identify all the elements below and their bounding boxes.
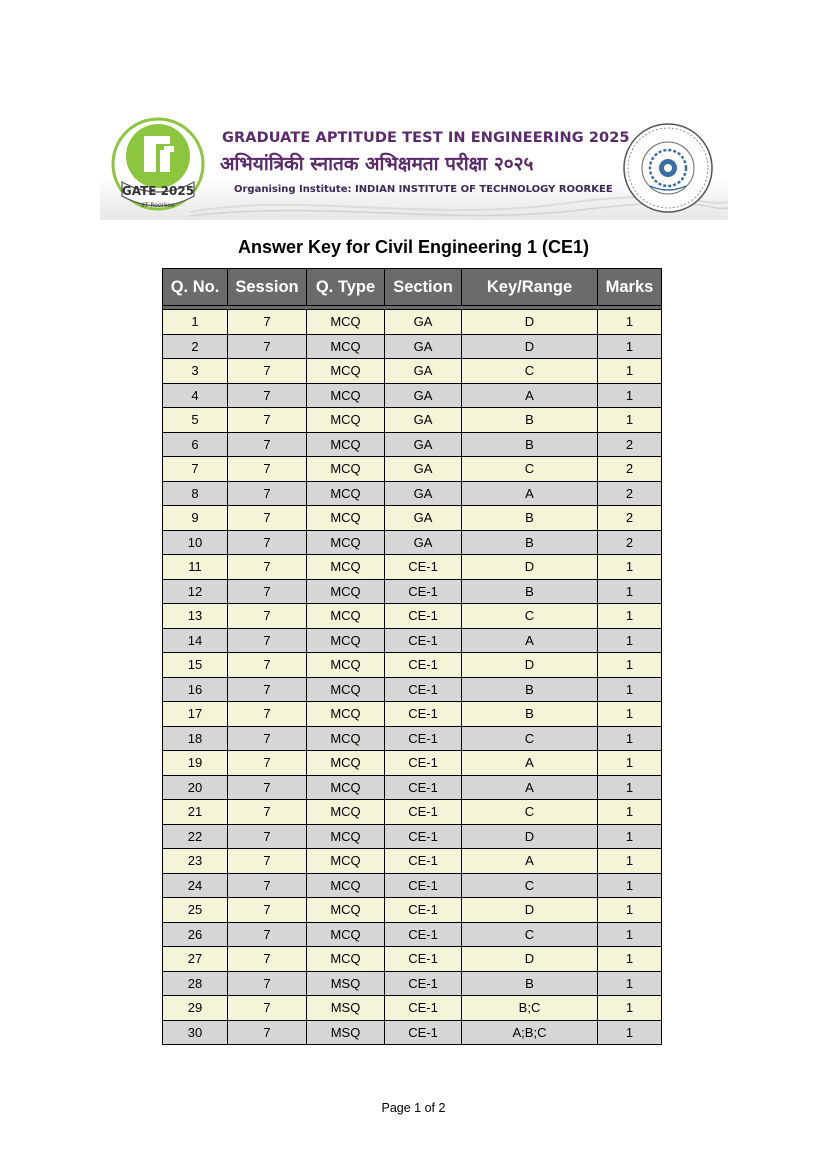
cell-qno: 20: [163, 775, 228, 800]
cell-qno: 25: [163, 898, 228, 923]
cell-qno: 27: [163, 947, 228, 972]
cell-key: B: [462, 432, 598, 457]
table-row: [163, 726, 662, 751]
cell-key: B: [462, 702, 598, 727]
cell-key: C: [462, 873, 598, 898]
table-row: [163, 849, 662, 874]
cell-session: 7: [228, 1020, 307, 1045]
cell-qtype: MCQ: [307, 359, 385, 384]
cell-qtype: MCQ: [307, 579, 385, 604]
cell-section: CE-1: [385, 702, 462, 727]
cell-qno: 17: [163, 702, 228, 727]
cell-qtype: MCQ: [307, 432, 385, 457]
cell-marks: 1: [598, 898, 662, 923]
cell-session: 7: [228, 310, 307, 335]
cell-section: GA: [385, 457, 462, 482]
table-row: [163, 653, 662, 678]
table-row: [163, 506, 662, 531]
cell-marks: 2: [598, 432, 662, 457]
column-header-session: Session: [228, 269, 307, 306]
cell-qtype: MCQ: [307, 334, 385, 359]
cell-section: GA: [385, 383, 462, 408]
cell-marks: 1: [598, 334, 662, 359]
cell-section: GA: [385, 530, 462, 555]
cell-section: CE-1: [385, 604, 462, 629]
cell-qtype: MCQ: [307, 628, 385, 653]
cell-qtype: MCQ: [307, 702, 385, 727]
cell-key: B: [462, 506, 598, 531]
cell-qno: 2: [163, 334, 228, 359]
cell-section: GA: [385, 334, 462, 359]
cell-qtype: MCQ: [307, 653, 385, 678]
cell-qno: 1: [163, 310, 228, 335]
cell-key: C: [462, 457, 598, 482]
cell-qno: 26: [163, 922, 228, 947]
cell-key: A: [462, 481, 598, 506]
cell-marks: 2: [598, 481, 662, 506]
gate-logo-subtext: IIT Roorkee: [141, 202, 175, 209]
cell-key: D: [462, 898, 598, 923]
cell-qtype: MSQ: [307, 1020, 385, 1045]
cell-qno: 15: [163, 653, 228, 678]
table-row: [163, 604, 662, 629]
cell-qno: 21: [163, 800, 228, 825]
cell-section: CE-1: [385, 849, 462, 874]
cell-section: GA: [385, 432, 462, 457]
cell-session: 7: [228, 800, 307, 825]
cell-session: 7: [228, 971, 307, 996]
cell-marks: 1: [598, 677, 662, 702]
cell-session: 7: [228, 922, 307, 947]
cell-qtype: MCQ: [307, 310, 385, 335]
cell-key: A: [462, 849, 598, 874]
cell-qno: 9: [163, 506, 228, 531]
column-header-marks: Marks: [598, 269, 662, 306]
cell-qno: 24: [163, 873, 228, 898]
cell-key: D: [462, 555, 598, 580]
cell-qno: 5: [163, 408, 228, 433]
cell-section: CE-1: [385, 677, 462, 702]
cell-qtype: MCQ: [307, 383, 385, 408]
cell-qno: 11: [163, 555, 228, 580]
cell-marks: 1: [598, 873, 662, 898]
cell-qno: 19: [163, 751, 228, 776]
table-row: [163, 702, 662, 727]
cell-section: CE-1: [385, 628, 462, 653]
table-row: [163, 677, 662, 702]
table-body: [163, 306, 662, 1045]
cell-key: A: [462, 775, 598, 800]
cell-section: CE-1: [385, 555, 462, 580]
cell-key: A: [462, 628, 598, 653]
cell-qtype: MCQ: [307, 677, 385, 702]
cell-marks: 1: [598, 628, 662, 653]
cell-marks: 1: [598, 824, 662, 849]
cell-qtype: MCQ: [307, 849, 385, 874]
cell-key: A: [462, 383, 598, 408]
table-row: [163, 898, 662, 923]
cell-marks: 1: [598, 702, 662, 727]
cell-section: GA: [385, 408, 462, 433]
cell-marks: 1: [598, 971, 662, 996]
cell-session: 7: [228, 775, 307, 800]
cell-session: 7: [228, 873, 307, 898]
cell-qtype: MCQ: [307, 457, 385, 482]
cell-section: CE-1: [385, 971, 462, 996]
cell-qtype: MCQ: [307, 506, 385, 531]
table-row: [163, 334, 662, 359]
cell-session: 7: [228, 457, 307, 482]
cell-qno: 6: [163, 432, 228, 457]
column-header-qno: Q. No.: [163, 269, 228, 306]
table-row: [163, 628, 662, 653]
cell-marks: 1: [598, 775, 662, 800]
header-banner: [100, 112, 728, 220]
cell-key: C: [462, 726, 598, 751]
cell-session: 7: [228, 506, 307, 531]
cell-qtype: MCQ: [307, 751, 385, 776]
cell-session: 7: [228, 996, 307, 1021]
table-row: [163, 359, 662, 384]
cell-session: 7: [228, 530, 307, 555]
cell-key: B: [462, 530, 598, 555]
column-header-key: Key/Range: [462, 269, 598, 306]
cell-section: GA: [385, 506, 462, 531]
cell-qtype: MCQ: [307, 898, 385, 923]
cell-key: D: [462, 334, 598, 359]
cell-qtype: MCQ: [307, 775, 385, 800]
cell-key: C: [462, 359, 598, 384]
cell-marks: 1: [598, 800, 662, 825]
table-row: [163, 1020, 662, 1045]
cell-marks: 1: [598, 922, 662, 947]
table-row: [163, 873, 662, 898]
cell-session: 7: [228, 947, 307, 972]
cell-session: 7: [228, 628, 307, 653]
table-row: [163, 555, 662, 580]
table-row: [163, 310, 662, 335]
cell-marks: 1: [598, 751, 662, 776]
cell-qtype: MCQ: [307, 726, 385, 751]
cell-session: 7: [228, 408, 307, 433]
cell-section: CE-1: [385, 579, 462, 604]
cell-key: B;C: [462, 996, 598, 1021]
cell-session: 7: [228, 849, 307, 874]
column-header-qtype: Q. Type: [307, 269, 385, 306]
cell-qno: 18: [163, 726, 228, 751]
cell-section: GA: [385, 481, 462, 506]
table-row: [163, 481, 662, 506]
table-row: [163, 824, 662, 849]
cell-key: D: [462, 310, 598, 335]
cell-key: B: [462, 408, 598, 433]
page-number: Page 1 of 2: [381, 1101, 446, 1115]
cell-qno: 28: [163, 971, 228, 996]
cell-session: 7: [228, 334, 307, 359]
cell-key: C: [462, 922, 598, 947]
table-row: [163, 751, 662, 776]
table-row: [163, 457, 662, 482]
cell-marks: 2: [598, 506, 662, 531]
cell-session: 7: [228, 898, 307, 923]
cell-session: 7: [228, 579, 307, 604]
table-row: [163, 579, 662, 604]
table-row: [163, 408, 662, 433]
cell-section: CE-1: [385, 726, 462, 751]
cell-qno: 29: [163, 996, 228, 1021]
cell-qno: 16: [163, 677, 228, 702]
cell-qtype: MCQ: [307, 800, 385, 825]
cell-section: CE-1: [385, 751, 462, 776]
exam-title-hindi: अभियांत्रिकी स्नातक अभिक्षमता परीक्षा २०२५: [220, 153, 534, 175]
cell-qtype: MCQ: [307, 604, 385, 629]
cell-qtype: MCQ: [307, 555, 385, 580]
cell-marks: 1: [598, 408, 662, 433]
cell-marks: 1: [598, 310, 662, 335]
cell-key: D: [462, 947, 598, 972]
table-row: [163, 947, 662, 972]
cell-qtype: MCQ: [307, 481, 385, 506]
cell-qno: 4: [163, 383, 228, 408]
cell-qno: 12: [163, 579, 228, 604]
cell-session: 7: [228, 824, 307, 849]
cell-section: CE-1: [385, 775, 462, 800]
cell-qtype: MCQ: [307, 873, 385, 898]
cell-qtype: MCQ: [307, 947, 385, 972]
cell-key: B: [462, 677, 598, 702]
document-title: Answer Key for Civil Engineering 1 (CE1): [237, 237, 590, 257]
cell-qtype: MCQ: [307, 824, 385, 849]
table-row: [163, 800, 662, 825]
table-row: [163, 922, 662, 947]
cell-key: A: [462, 751, 598, 776]
cell-marks: 1: [598, 383, 662, 408]
cell-session: 7: [228, 555, 307, 580]
cell-qno: 14: [163, 628, 228, 653]
cell-key: D: [462, 653, 598, 678]
cell-qno: 8: [163, 481, 228, 506]
cell-section: GA: [385, 359, 462, 384]
cell-section: CE-1: [385, 824, 462, 849]
cell-section: CE-1: [385, 653, 462, 678]
cell-session: 7: [228, 383, 307, 408]
cell-marks: 1: [598, 555, 662, 580]
cell-qtype: MSQ: [307, 996, 385, 1021]
cell-key: D: [462, 824, 598, 849]
iit-roorkee-seal-icon: [620, 120, 716, 216]
cell-section: CE-1: [385, 800, 462, 825]
cell-marks: 1: [598, 726, 662, 751]
cell-qno: 10: [163, 530, 228, 555]
cell-qtype: MSQ: [307, 971, 385, 996]
cell-session: 7: [228, 432, 307, 457]
cell-session: 7: [228, 702, 307, 727]
cell-key: A;B;C: [462, 1020, 598, 1045]
organising-institute: Organising Institute: INDIAN INSTITUTE OF TECHNOLOGY ROORKEE: [234, 184, 613, 195]
cell-qno: 22: [163, 824, 228, 849]
cell-key: C: [462, 800, 598, 825]
exam-title-english: GRADUATE APTITUDE TEST IN ENGINEERING 2025: [222, 130, 630, 146]
answer-key-table: [162, 268, 662, 1045]
table-row: [163, 383, 662, 408]
cell-session: 7: [228, 653, 307, 678]
cell-marks: 2: [598, 457, 662, 482]
cell-qno: 30: [163, 1020, 228, 1045]
cell-key: C: [462, 604, 598, 629]
column-header-section: Section: [385, 269, 462, 306]
table-row: [163, 775, 662, 800]
cell-section: CE-1: [385, 947, 462, 972]
cell-section: CE-1: [385, 873, 462, 898]
cell-session: 7: [228, 604, 307, 629]
table-header-row: [163, 269, 662, 306]
cell-session: 7: [228, 677, 307, 702]
cell-qno: 23: [163, 849, 228, 874]
cell-qno: 13: [163, 604, 228, 629]
cell-section: GA: [385, 310, 462, 335]
table-row: [163, 530, 662, 555]
cell-marks: 1: [598, 1020, 662, 1045]
cell-key: B: [462, 579, 598, 604]
table-row: [163, 996, 662, 1021]
cell-marks: 2: [598, 530, 662, 555]
cell-section: CE-1: [385, 1020, 462, 1045]
cell-section: CE-1: [385, 898, 462, 923]
cell-session: 7: [228, 481, 307, 506]
gate-logo-text: GATE 2025: [121, 184, 195, 198]
table-row: [163, 971, 662, 996]
cell-qno: 7: [163, 457, 228, 482]
cell-qtype: MCQ: [307, 922, 385, 947]
cell-section: CE-1: [385, 922, 462, 947]
cell-section: CE-1: [385, 996, 462, 1021]
cell-qno: 3: [163, 359, 228, 384]
gate-2025-logo-icon: [108, 116, 208, 216]
cell-marks: 1: [598, 359, 662, 384]
cell-session: 7: [228, 751, 307, 776]
cell-marks: 1: [598, 653, 662, 678]
cell-session: 7: [228, 359, 307, 384]
cell-marks: 1: [598, 996, 662, 1021]
cell-qtype: MCQ: [307, 408, 385, 433]
cell-qtype: MCQ: [307, 530, 385, 555]
cell-key: B: [462, 971, 598, 996]
cell-session: 7: [228, 726, 307, 751]
cell-marks: 1: [598, 947, 662, 972]
cell-marks: 1: [598, 604, 662, 629]
cell-marks: 1: [598, 579, 662, 604]
table-row: [163, 432, 662, 457]
cell-marks: 1: [598, 849, 662, 874]
